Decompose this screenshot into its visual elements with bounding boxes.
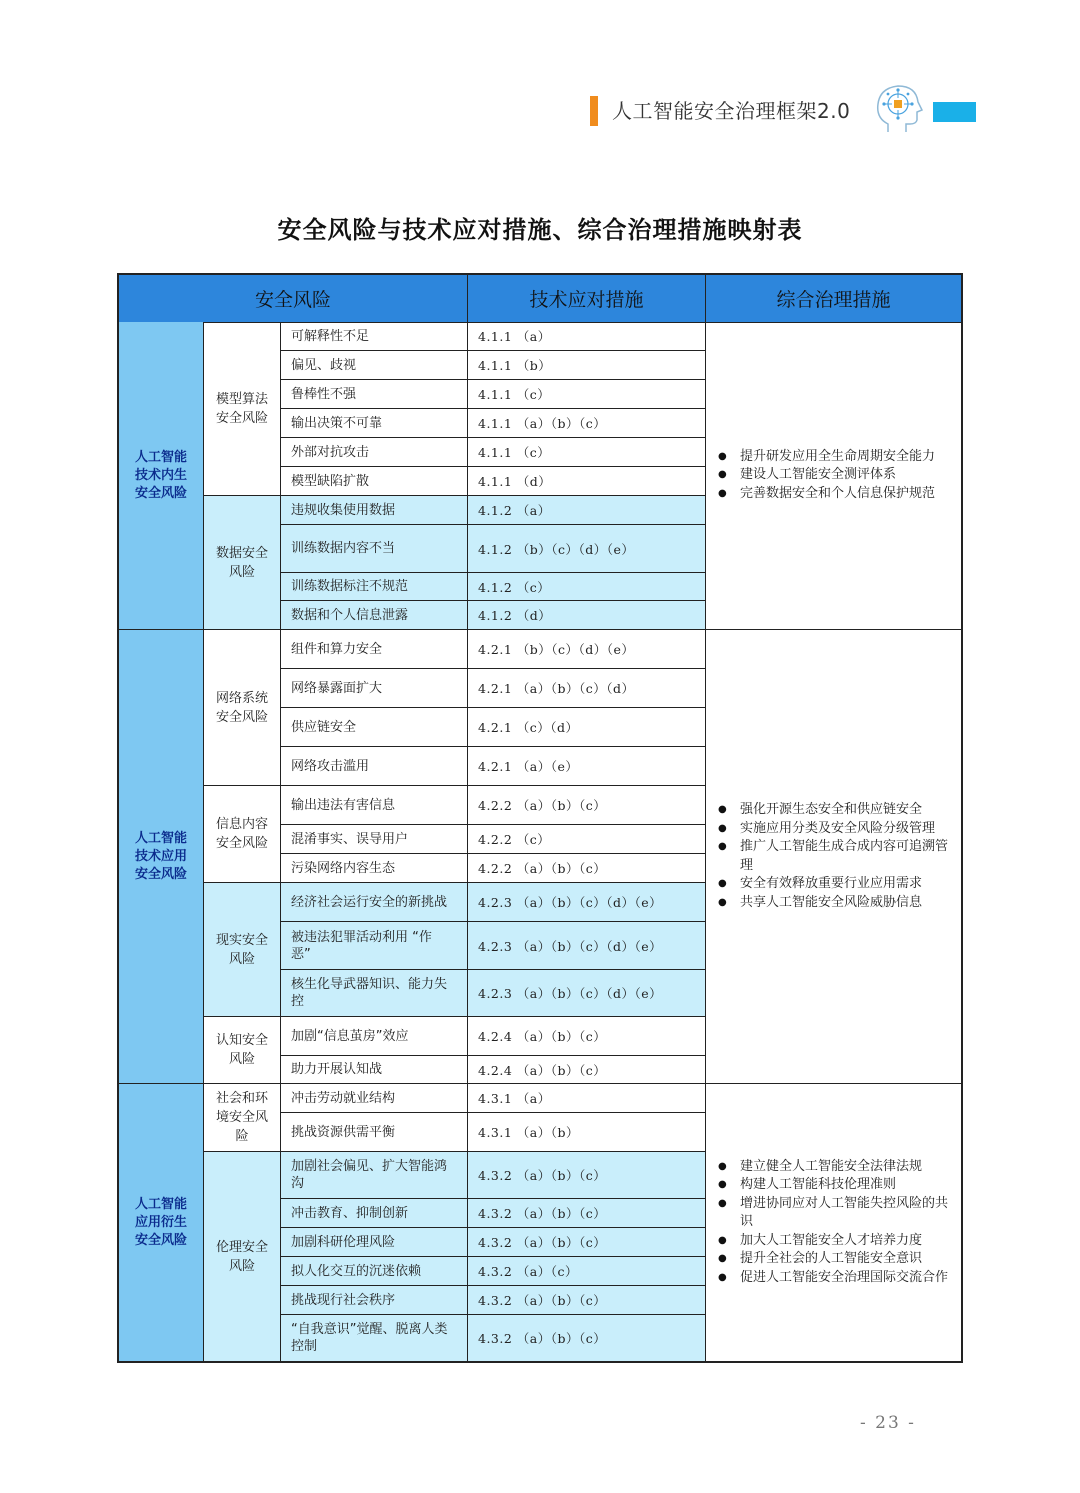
governance-item: ● 安全有效释放重要行业应用需求 (716, 875, 953, 894)
governance-item: ● 提升全社会的人工智能安全意识 (716, 1250, 953, 1269)
tech-measure: 4.2.1 （a）（b）（c）（d） (468, 669, 706, 708)
governance-item: ● 共享人工智能安全风险威胁信息 (716, 894, 953, 913)
governance-item: ● 建立健全人工智能安全法律法规 (716, 1158, 953, 1177)
tech-measure: 4.1.2 （d） (468, 601, 706, 630)
risk-item: 外部对抗攻击 (281, 438, 468, 467)
risk-item: 违规收集使用数据 (281, 496, 468, 525)
tech-measure: 4.2.3 （a）（b）（c）（d）（e） (468, 883, 706, 922)
tech-measure: 4.1.2 （b）（c）（d）（e） (468, 525, 706, 573)
tech-measure: 4.1.1 （a） (468, 322, 706, 351)
header-accent-bar (590, 96, 598, 126)
tech-measure: 4.3.2 （a）（b）（c） (468, 1286, 706, 1315)
governance-item: ● 增进协同应对人工智能失控风险的共识 (716, 1195, 953, 1232)
tech-measure: 4.2.3 （a）（b）（c）（d）（e） (468, 970, 706, 1017)
governance-item: ● 实施应用分类及安全风险分级管理 (716, 820, 953, 839)
tech-measure: 4.2.2 （a）（b）（c） (468, 786, 706, 825)
risk-category: 人工智能 技术应用 安全风险 (119, 630, 204, 1084)
header-risk: 安全风险 (119, 275, 468, 323)
risk-item: 混淆事实、误导用户 (281, 825, 468, 854)
tech-measure: 4.1.1 （b） (468, 351, 706, 380)
risk-item: 经济社会运行安全的新挑战 (281, 883, 468, 922)
risk-item: 供应链安全 (281, 708, 468, 747)
governance-list (716, 801, 953, 912)
risk-subcategory: 伦理安全 风险 (204, 1152, 281, 1361)
tech-measure: 4.1.1 （a）（b）（c） (468, 409, 706, 438)
governance-item: ● 构建人工智能科技伦理准则 (716, 1176, 953, 1195)
risk-item: 冲击劳动就业结构 (281, 1084, 468, 1113)
risk-item: 助力开展认知战 (281, 1056, 468, 1084)
risk-item: 污染网络内容生态 (281, 854, 468, 883)
risk-item: 模型缺陷扩散 (281, 467, 468, 496)
tech-measure: 4.3.2 （a）（c） (468, 1257, 706, 1286)
risk-item: 冲击教育、抑制创新 (281, 1199, 468, 1228)
tech-measure: 4.1.1 （d） (468, 467, 706, 496)
governance-measures (706, 630, 961, 1084)
governance-item: ● 强化开源生态安全和供应链安全 (716, 801, 953, 820)
governance-measures (706, 322, 961, 630)
tech-measure: 4.2.4 （a）（b）（c） (468, 1017, 706, 1056)
risk-subcategory: 社会和环 境安全风 险 (204, 1084, 281, 1152)
risk-item: 加剧社会偏见、扩大智能鸿 沟 (281, 1152, 468, 1199)
tech-measure: 4.3.1 （a） (468, 1084, 706, 1113)
tech-measure: 4.1.2 （a） (468, 496, 706, 525)
tech-measure: 4.3.2 （a）（b）（c） (468, 1199, 706, 1228)
risk-item: 训练数据标注不规范 (281, 573, 468, 601)
tech-measure: 4.2.3 （a）（b）（c）（d）（e） (468, 922, 706, 970)
risk-subcategory: 认知安全 风险 (204, 1017, 281, 1084)
governance-item: ● 完善数据安全和个人信息保护规范 (716, 485, 953, 504)
risk-item: 挑战现行社会秩序 (281, 1286, 468, 1315)
governance-item: ● 加大人工智能安全人才培养力度 (716, 1232, 953, 1251)
tech-measure: 4.2.1 （a）（e） (468, 747, 706, 786)
tech-measure: 4.3.1 （a）（b） (468, 1113, 706, 1152)
risk-item: 组件和算力安全 (281, 630, 468, 669)
tech-measure: 4.2.2 （a）（b）（c） (468, 854, 706, 883)
risk-mapping-table (117, 273, 963, 1363)
governance-item: ● 提升研发应用全生命周期安全能力 (716, 448, 953, 467)
risk-item: 输出违法有害信息 (281, 786, 468, 825)
risk-item: 核生化导武器知识、能力失 控 (281, 970, 468, 1017)
tech-measure: 4.3.2 （a）（b）（c） (468, 1152, 706, 1199)
ai-head-circuit-icon (870, 80, 926, 138)
risk-item: “自我意识”觉醒、脱离人类 控制 (281, 1315, 468, 1361)
header-title: 人工智能安全治理框架2.0 (612, 99, 851, 123)
tech-measure: 4.3.2 （a）（b）（c） (468, 1228, 706, 1257)
risk-item: 加剧科研伦理风险 (281, 1228, 468, 1257)
risk-item: 拟人化交互的沉迷依赖 (281, 1257, 468, 1286)
tech-measure: 4.1.1 （c） (468, 438, 706, 467)
governance-measures (706, 1084, 961, 1361)
risk-item: 可解释性不足 (281, 322, 468, 351)
tech-measure: 4.1.2 （c） (468, 573, 706, 601)
governance-list (716, 1158, 953, 1288)
risk-category: 人工智能 技术内生 安全风险 (119, 322, 204, 630)
page-title: 安全风险与技术应对措施、综合治理措施映射表 (277, 216, 803, 244)
risk-item: 加剧“信息茧房”效应 (281, 1017, 468, 1056)
governance-item: ● 推广人工智能生成合成内容可追溯管理 (716, 838, 953, 875)
risk-item: 训练数据内容不当 (281, 525, 468, 573)
tech-measure: 4.2.1 （c）（d） (468, 708, 706, 747)
header-tech: 技术应对措施 (468, 275, 706, 323)
risk-subcategory: 现实安全 风险 (204, 883, 281, 1017)
risk-item: 网络暴露面扩大 (281, 669, 468, 708)
risk-item: 偏见、歧视 (281, 351, 468, 380)
risk-item: 输出决策不可靠 (281, 409, 468, 438)
tech-measure: 4.2.4 （a）（b）（c） (468, 1056, 706, 1084)
governance-item: ● 建设人工智能安全测评体系 (716, 466, 953, 485)
risk-item: 被违法犯罪活动利用 “作 恶” (281, 922, 468, 970)
risk-subcategory: 模型算法 安全风险 (204, 322, 281, 496)
governance-list (716, 448, 953, 504)
header-gov: 综合治理措施 (706, 275, 961, 323)
header-color-block (933, 102, 976, 122)
tech-measure: 4.2.1 （b）（c）（d）（e） (468, 630, 706, 669)
risk-subcategory: 数据安全 风险 (204, 496, 281, 630)
tech-measure: 4.1.1 （c） (468, 380, 706, 409)
risk-item: 鲁棒性不强 (281, 380, 468, 409)
risk-item: 挑战资源供需平衡 (281, 1113, 468, 1152)
risk-subcategory: 信息内容 安全风险 (204, 786, 281, 883)
risk-category: 人工智能 应用衍生 安全风险 (119, 1084, 204, 1361)
page-number: - 23 - (860, 1413, 916, 1433)
risk-item: 网络攻击滥用 (281, 747, 468, 786)
risk-subcategory: 网络系统 安全风险 (204, 630, 281, 786)
risk-item: 数据和个人信息泄露 (281, 601, 468, 630)
tech-measure: 4.3.2 （a）（b）（c） (468, 1315, 706, 1361)
governance-item: ● 促进人工智能安全治理国际交流合作 (716, 1269, 953, 1288)
tech-measure: 4.2.2 （c） (468, 825, 706, 854)
